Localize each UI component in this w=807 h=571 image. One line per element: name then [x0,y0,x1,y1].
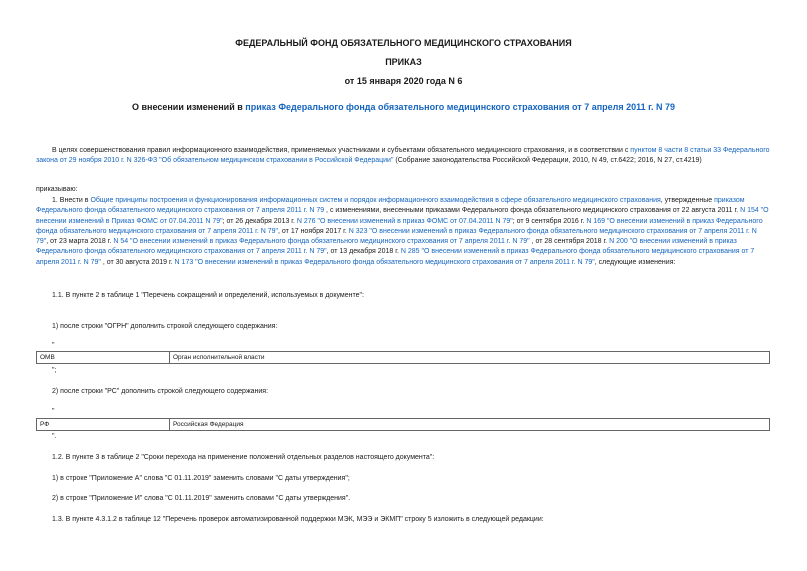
order-200-link[interactable]: N 200 "О внесении изменений в приказ Федерального фонда обязательного медицинского страхования от 7 апреля 2011 г. N 79" [36,238,737,256]
item-1-text: , от 28 сентября 2018 г. [529,238,610,246]
order-323-link[interactable]: N 323 "О внесении изменений в приказ Федерального фонда обязательного медицинского страхования от 7 апреля 2011 г. N 79" [36,227,757,246]
table-cell-desc: Орган исполнительной власти [170,352,770,364]
order-154-link[interactable]: N 154 "О внесении изменений в Приказ ФОМС от 07.04.2011 N 79" [36,207,769,225]
quote-open: " [52,342,55,349]
order-169-link[interactable]: N 169 "О внесении изменений в приказ Федерального фонда обязательного медицинского страхования от 7 апреля 2011 г. N 79" [36,217,763,235]
table-omv [36,351,770,364]
table-row [37,352,770,364]
item-1-text: , утвержденные [660,197,715,204]
order-173-link[interactable]: N 173 "О внесении изменений в приказ Федерального фонда обязательного медицинского страхования от 7 апреля 2011 г. N 79" [174,258,595,266]
table-cell-code: ОМВ [37,352,170,364]
table-cell-desc: Российская Федерация [170,419,770,431]
doc-type-heading: ПРИКАЗ [385,57,422,67]
intro-text: В целях совершенствования правил информационного взаимодействия, применяемых участниками и субъектами обязательного медицинского страхования, и в соответствии с [52,147,631,154]
sub-1-text: 1) после строки "ОГРН" дополнить строкой следующего содержания: [52,323,278,330]
principles-link[interactable]: Общие принципы построения и функционирования информационных систем и порядок информационного взаимодействия в сфере обязательного медицинского страхования [90,197,661,204]
item-1-paragraph [36,196,770,268]
intro-text-end: (Собрание законодательства Российской Федерации, 2010, N 49, ст.6422; 2016, N 27, ст.4219) [393,157,702,165]
title-order-link[interactable]: приказ Федерального фонда обязательного медицинского страхования от 7 апреля 2011 г. N 79 [245,102,675,112]
date-number-heading: от 15 января 2020 года N 6 [344,76,463,86]
quote-close: "; [52,367,57,374]
law-link[interactable]: пунктом 8 части 8 статьи 33 Федерального закона от 29 ноября 2010 г. N 326-ФЗ "Об обязательном медицинском страховании в Российской Федерации" [36,147,770,165]
item-1-text: ; от 26 декабря 2013 г. [222,217,297,225]
item-1-3-text: 1.3. В пункте 4.3.1.2 в таблице 12 "Перечень проверок автоматизированной поддержки МЭК, МЭЭ и ЭКМП" строку 5 изложить в следующей редакции: [52,516,544,523]
order-276-link[interactable]: N 276 "О внесении изменений в приказ ФОМС от 07.04.2011 N 79" [296,217,513,225]
org-heading: ФЕДЕРАЛЬНЫЙ ФОНД ОБЯЗАТЕЛЬНОГО МЕДИЦИНСКОГО СТРАХОВАНИЯ [235,38,572,48]
table-rf [36,418,770,431]
order-54-link[interactable]: N 54 "О внесении изменений в приказ Федерального фонда обязательного медицинского страхования от 7 апреля 2011 г. N 79" [113,238,530,246]
item-1-text: , с изменениями, внесенными приказами Федерального фонда обязательного медицинского страхования от 22 августа 2011 г. [324,207,741,215]
doc-title [0,102,807,112]
item-1-text: ; от 9 сентября 2016 г. [512,217,587,225]
table-cell-code: РФ [37,419,170,431]
item-1-text: , от 17 ноября 2017 г. [278,227,349,235]
item-1-text: 1. Внести в [52,197,91,204]
intro-paragraph [36,146,770,167]
title-prefix: О внесении изменений в [131,102,246,112]
quote-close: ". [52,433,57,440]
item-1-text: , от 30 августа 2019 г. [100,258,175,266]
order-word: приказываю: [36,186,78,193]
item-1-text: , от 13 декабря 2018 г. [326,248,401,256]
quote-open: " [52,408,55,415]
sub-1-2-1-text: 1) в строке "Приложение А" слова "С 01.11.2019" заменить словами "С даты утверждения"; [52,475,350,482]
item-1-text: , следующие изменения: [594,258,676,266]
item-1-2-text: 1.2. В пункте 3 в таблице 2 "Сроки перехода на применение положений отдельных разделов настоящего документа": [52,454,435,461]
sub-1-2-2-text: 2) в строке "Приложение И" слова "С 01.11.2019" заменить словами "С даты утверждения". [52,495,351,502]
sub-2-text: 2) после строки "РС" дополнить строкой следующего содержания: [52,388,269,395]
item-1-text: , от 23 марта 2018 г. [46,238,114,246]
order-285-link[interactable]: N 285 "О внесении изменений в приказ Федерального фонда обязательного медицинского страхования от 7 апреля 2011 г. N 79" [36,248,755,266]
table-row [37,419,770,431]
order-79-link[interactable]: приказом Федерального фонда обязательного медицинского страхования от 7 апреля 2011 г. N 79 [36,197,745,215]
item-1-1-text: 1.1. В пункте 2 в таблице 1 "Перечень сокращений и определений, используемых в документе": [52,292,364,299]
